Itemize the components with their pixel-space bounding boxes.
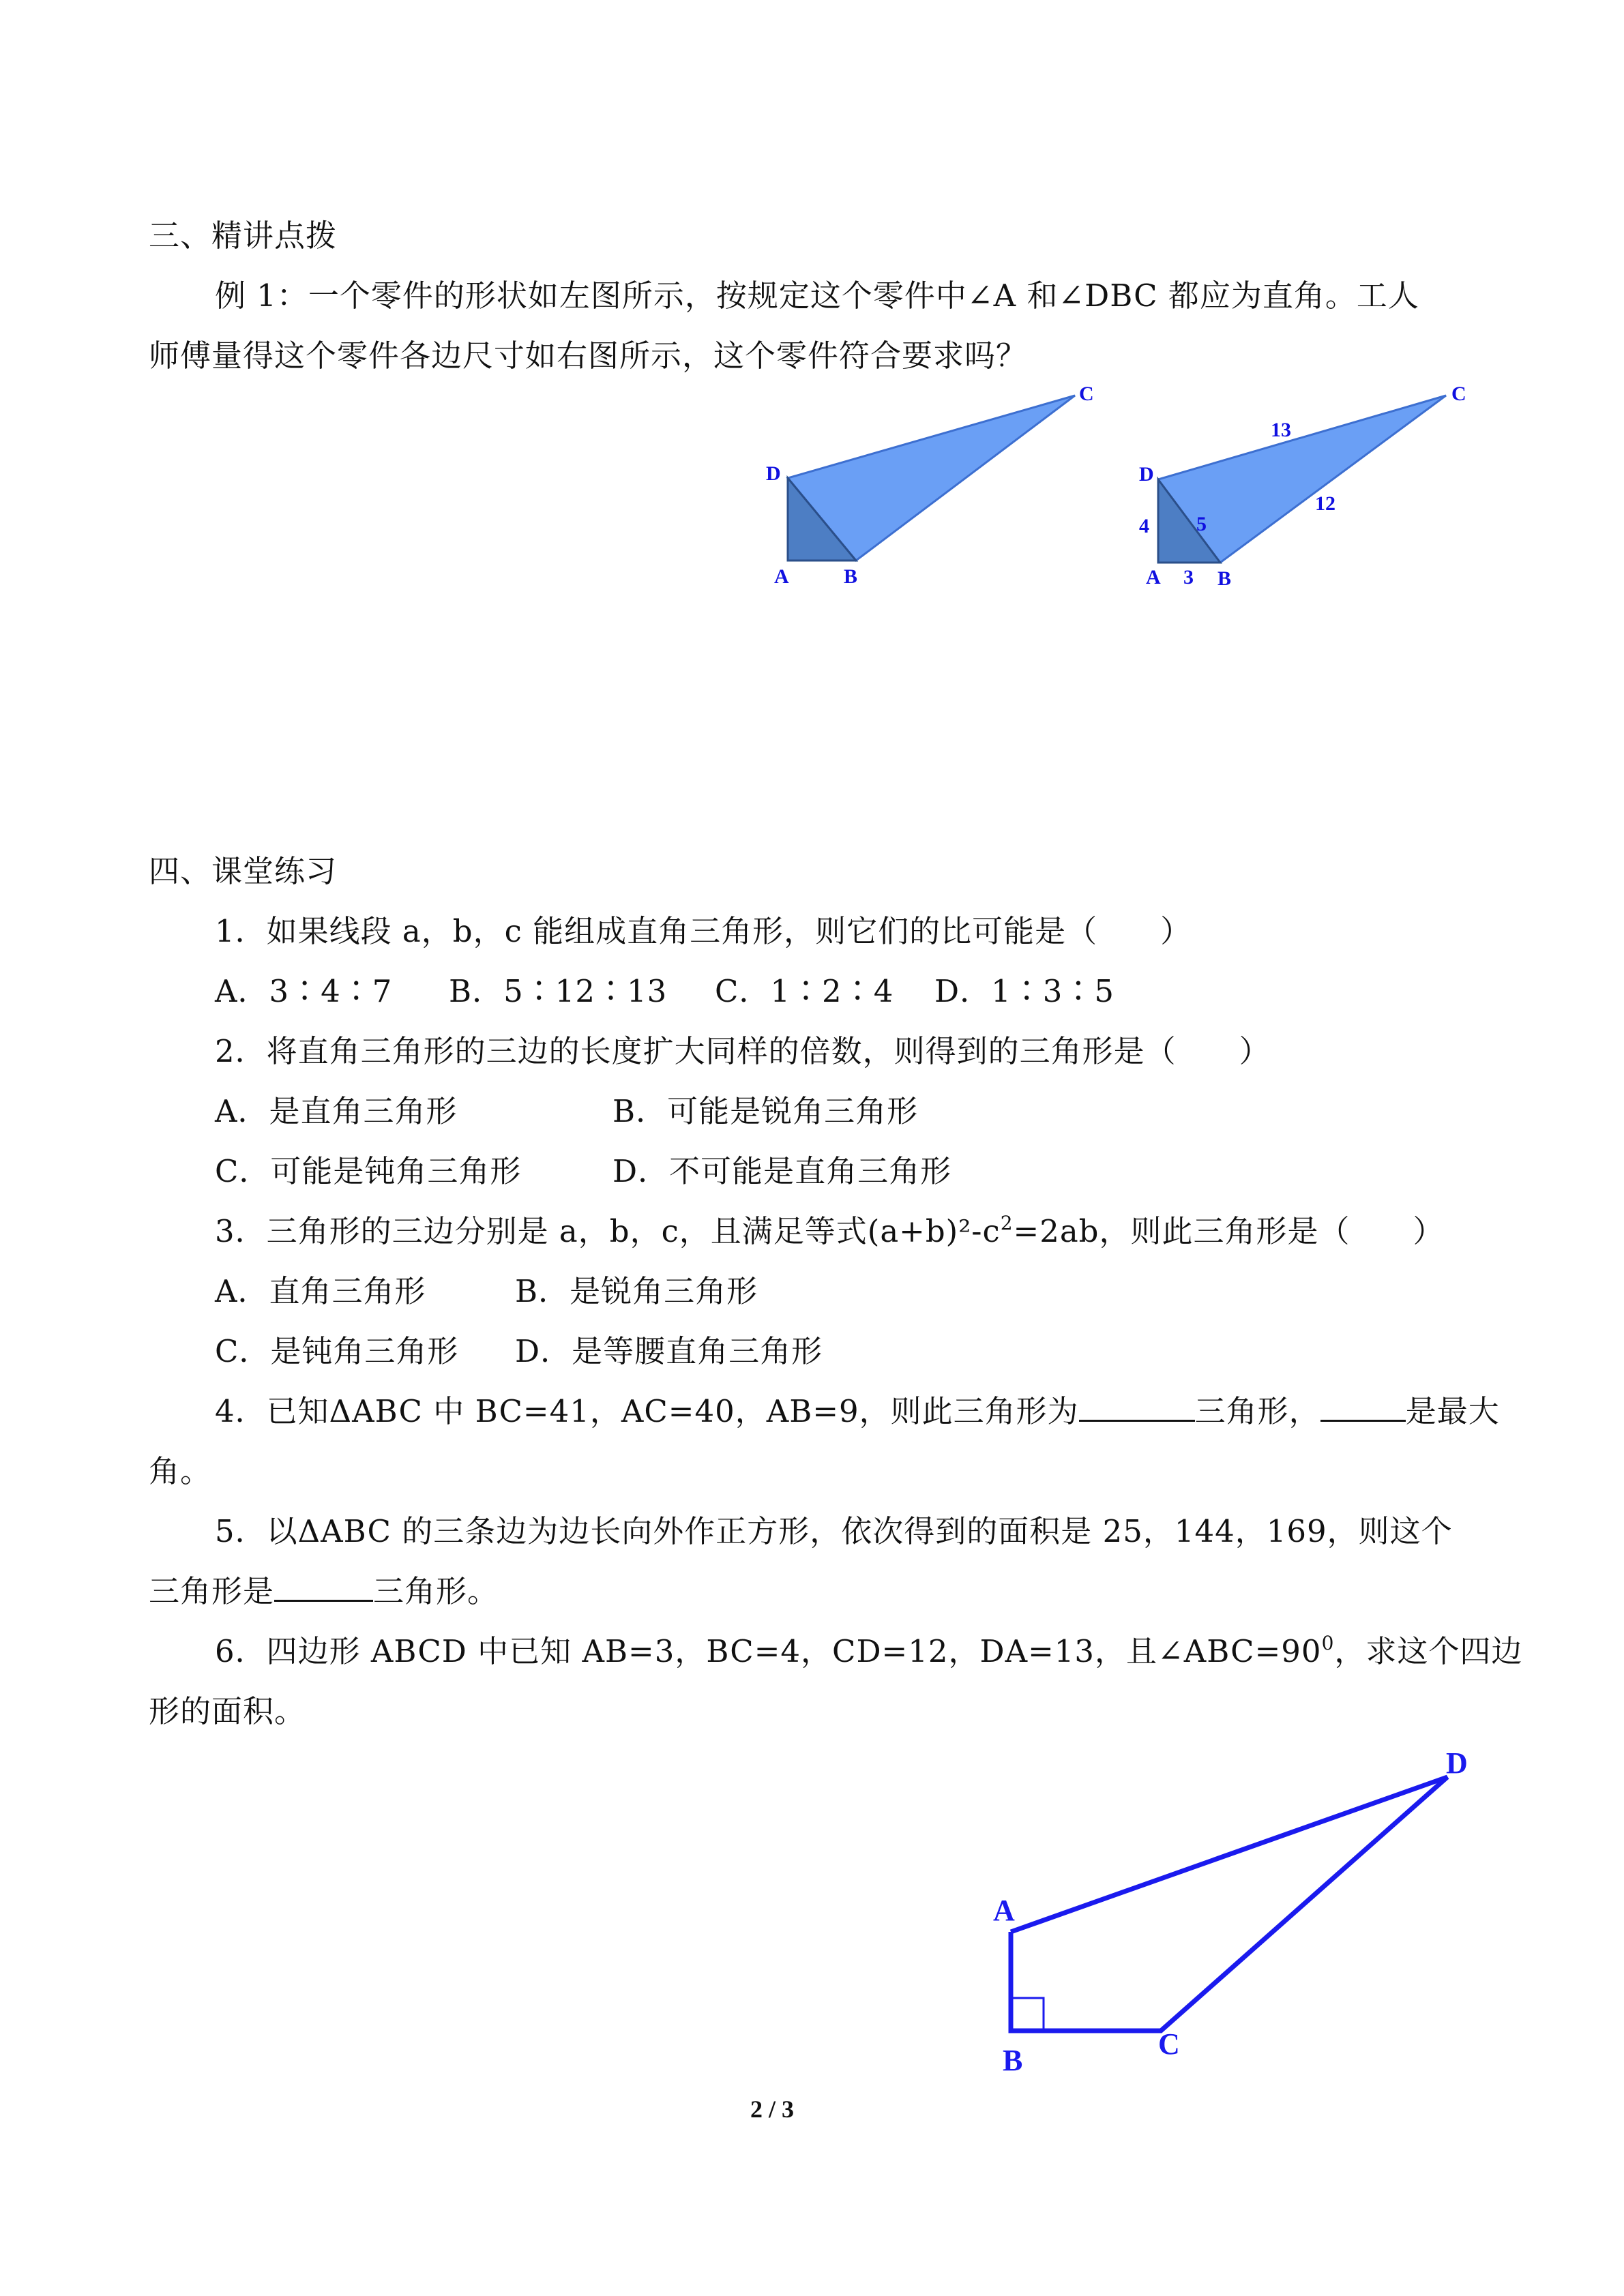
label-d: D	[766, 462, 781, 485]
label-b: B	[844, 565, 858, 588]
question-1-option-b: B．5∶12∶13	[449, 973, 668, 1009]
quadrilateral-abcd	[1011, 1777, 1447, 2031]
question-3-stem-text: 3．三角形的三边分别是 a，b，c，且满足等式(a+b)²-c	[215, 1213, 1001, 1249]
side-length-ab: 3	[1183, 566, 1194, 588]
side-length-bc: 12	[1315, 492, 1335, 515]
question-2-option-b: B．可能是锐角三角形	[612, 1093, 919, 1129]
question-5-line1: 5．以ΔABC 的三条边为边长向外作正方形，依次得到的面积是 25，144，169，则这个	[215, 1513, 1453, 1549]
question-4-text: 三角形，	[1194, 1393, 1320, 1429]
question-1-option-a: A．3∶4∶7	[215, 973, 393, 1009]
label-a: A	[1146, 566, 1161, 588]
question-3-option-d: D．是等腰直角三角形	[515, 1333, 823, 1369]
question-5-line2	[149, 1571, 499, 1612]
question-4-text: 4．已知ΔABC 中 BC=41，AC=40，AB=9，则此三角形为	[215, 1393, 1079, 1429]
answer-blank[interactable]	[1079, 1391, 1195, 1422]
section-heading: 三、精讲点拨	[149, 218, 338, 254]
label-b: B	[1003, 2044, 1023, 2077]
example-text-line2: 师傅量得这个零件各边尺寸如右图所示，这个零件符合要求吗？	[149, 338, 1028, 374]
side-length-dc: 13	[1271, 419, 1291, 441]
question-3-stem	[215, 1211, 1445, 1252]
question-6-text: 6．四边形 ABCD 中已知 AB=3，BC=4，CD=12，DA=13，且∠ABC=90	[215, 1633, 1322, 1669]
section-heading: 四、课堂练习	[149, 853, 338, 889]
side-length-ad: 4	[1139, 515, 1149, 537]
question-6-line2: 形的面积。	[149, 1693, 306, 1729]
side-length-bd: 5	[1196, 513, 1207, 535]
label-a: A	[993, 1894, 1015, 1927]
question-6-line1	[215, 1631, 1522, 1672]
superscript: 2	[1000, 1212, 1014, 1234]
question-2-option-d: D．不可能是直角三角形	[612, 1153, 952, 1189]
example-figure-right	[1125, 375, 1480, 600]
question-1-option-d: D．1∶3∶5	[934, 973, 1114, 1009]
answer-blank[interactable]	[274, 1571, 373, 1602]
label-d: D	[1139, 463, 1154, 486]
label-c: C	[1451, 383, 1466, 405]
label-b: B	[1217, 567, 1232, 590]
example-text-line1: 例 1：一个零件的形状如左图所示，按规定这个零件中∠A 和∠DBC 都应为直角。工人	[215, 278, 1419, 314]
question-2-stem: 2．将直角三角形的三边的长度扩大同样的倍数，则得到的三角形是（ ）	[215, 1033, 1271, 1069]
question-3-option-b: B．是锐角三角形	[515, 1273, 758, 1309]
question-3-option-c: C．是钝角三角形	[215, 1333, 459, 1369]
question-1-stem: 1．如果线段 a，b，c 能组成直角三角形，则它们的比可能是（ ）	[215, 913, 1192, 949]
label-a: A	[774, 565, 789, 588]
question-2-option-a: A．是直角三角形	[215, 1093, 458, 1129]
question-5-text: 三角形是	[149, 1573, 275, 1609]
label-d: D	[1446, 1746, 1468, 1780]
superscript: 0	[1321, 1632, 1335, 1654]
question-3-option-a: A．直角三角形	[215, 1273, 426, 1309]
question-3-stem-text: =2ab，则此三角形是（ ）	[1013, 1213, 1445, 1249]
question-5-text: 三角形。	[373, 1573, 499, 1609]
question-4-line2: 角。	[149, 1453, 212, 1489]
label-c: C	[1079, 383, 1094, 405]
page-number: 2 / 3	[750, 2096, 795, 2123]
question-2-option-c: C．可能是钝角三角形	[215, 1153, 522, 1189]
label-c: C	[1158, 2027, 1180, 2061]
right-angle-marker	[1011, 1998, 1044, 2031]
quadrilateral-figure	[969, 1732, 1487, 2087]
question-6-text: ，求这个四边	[1334, 1633, 1523, 1669]
question-4-line1	[215, 1391, 1500, 1432]
example-figure-left	[757, 375, 1112, 600]
question-4-text: 是最大	[1405, 1393, 1500, 1429]
question-1-option-c: C．1∶2∶4	[715, 973, 894, 1009]
answer-blank[interactable]	[1320, 1391, 1406, 1422]
